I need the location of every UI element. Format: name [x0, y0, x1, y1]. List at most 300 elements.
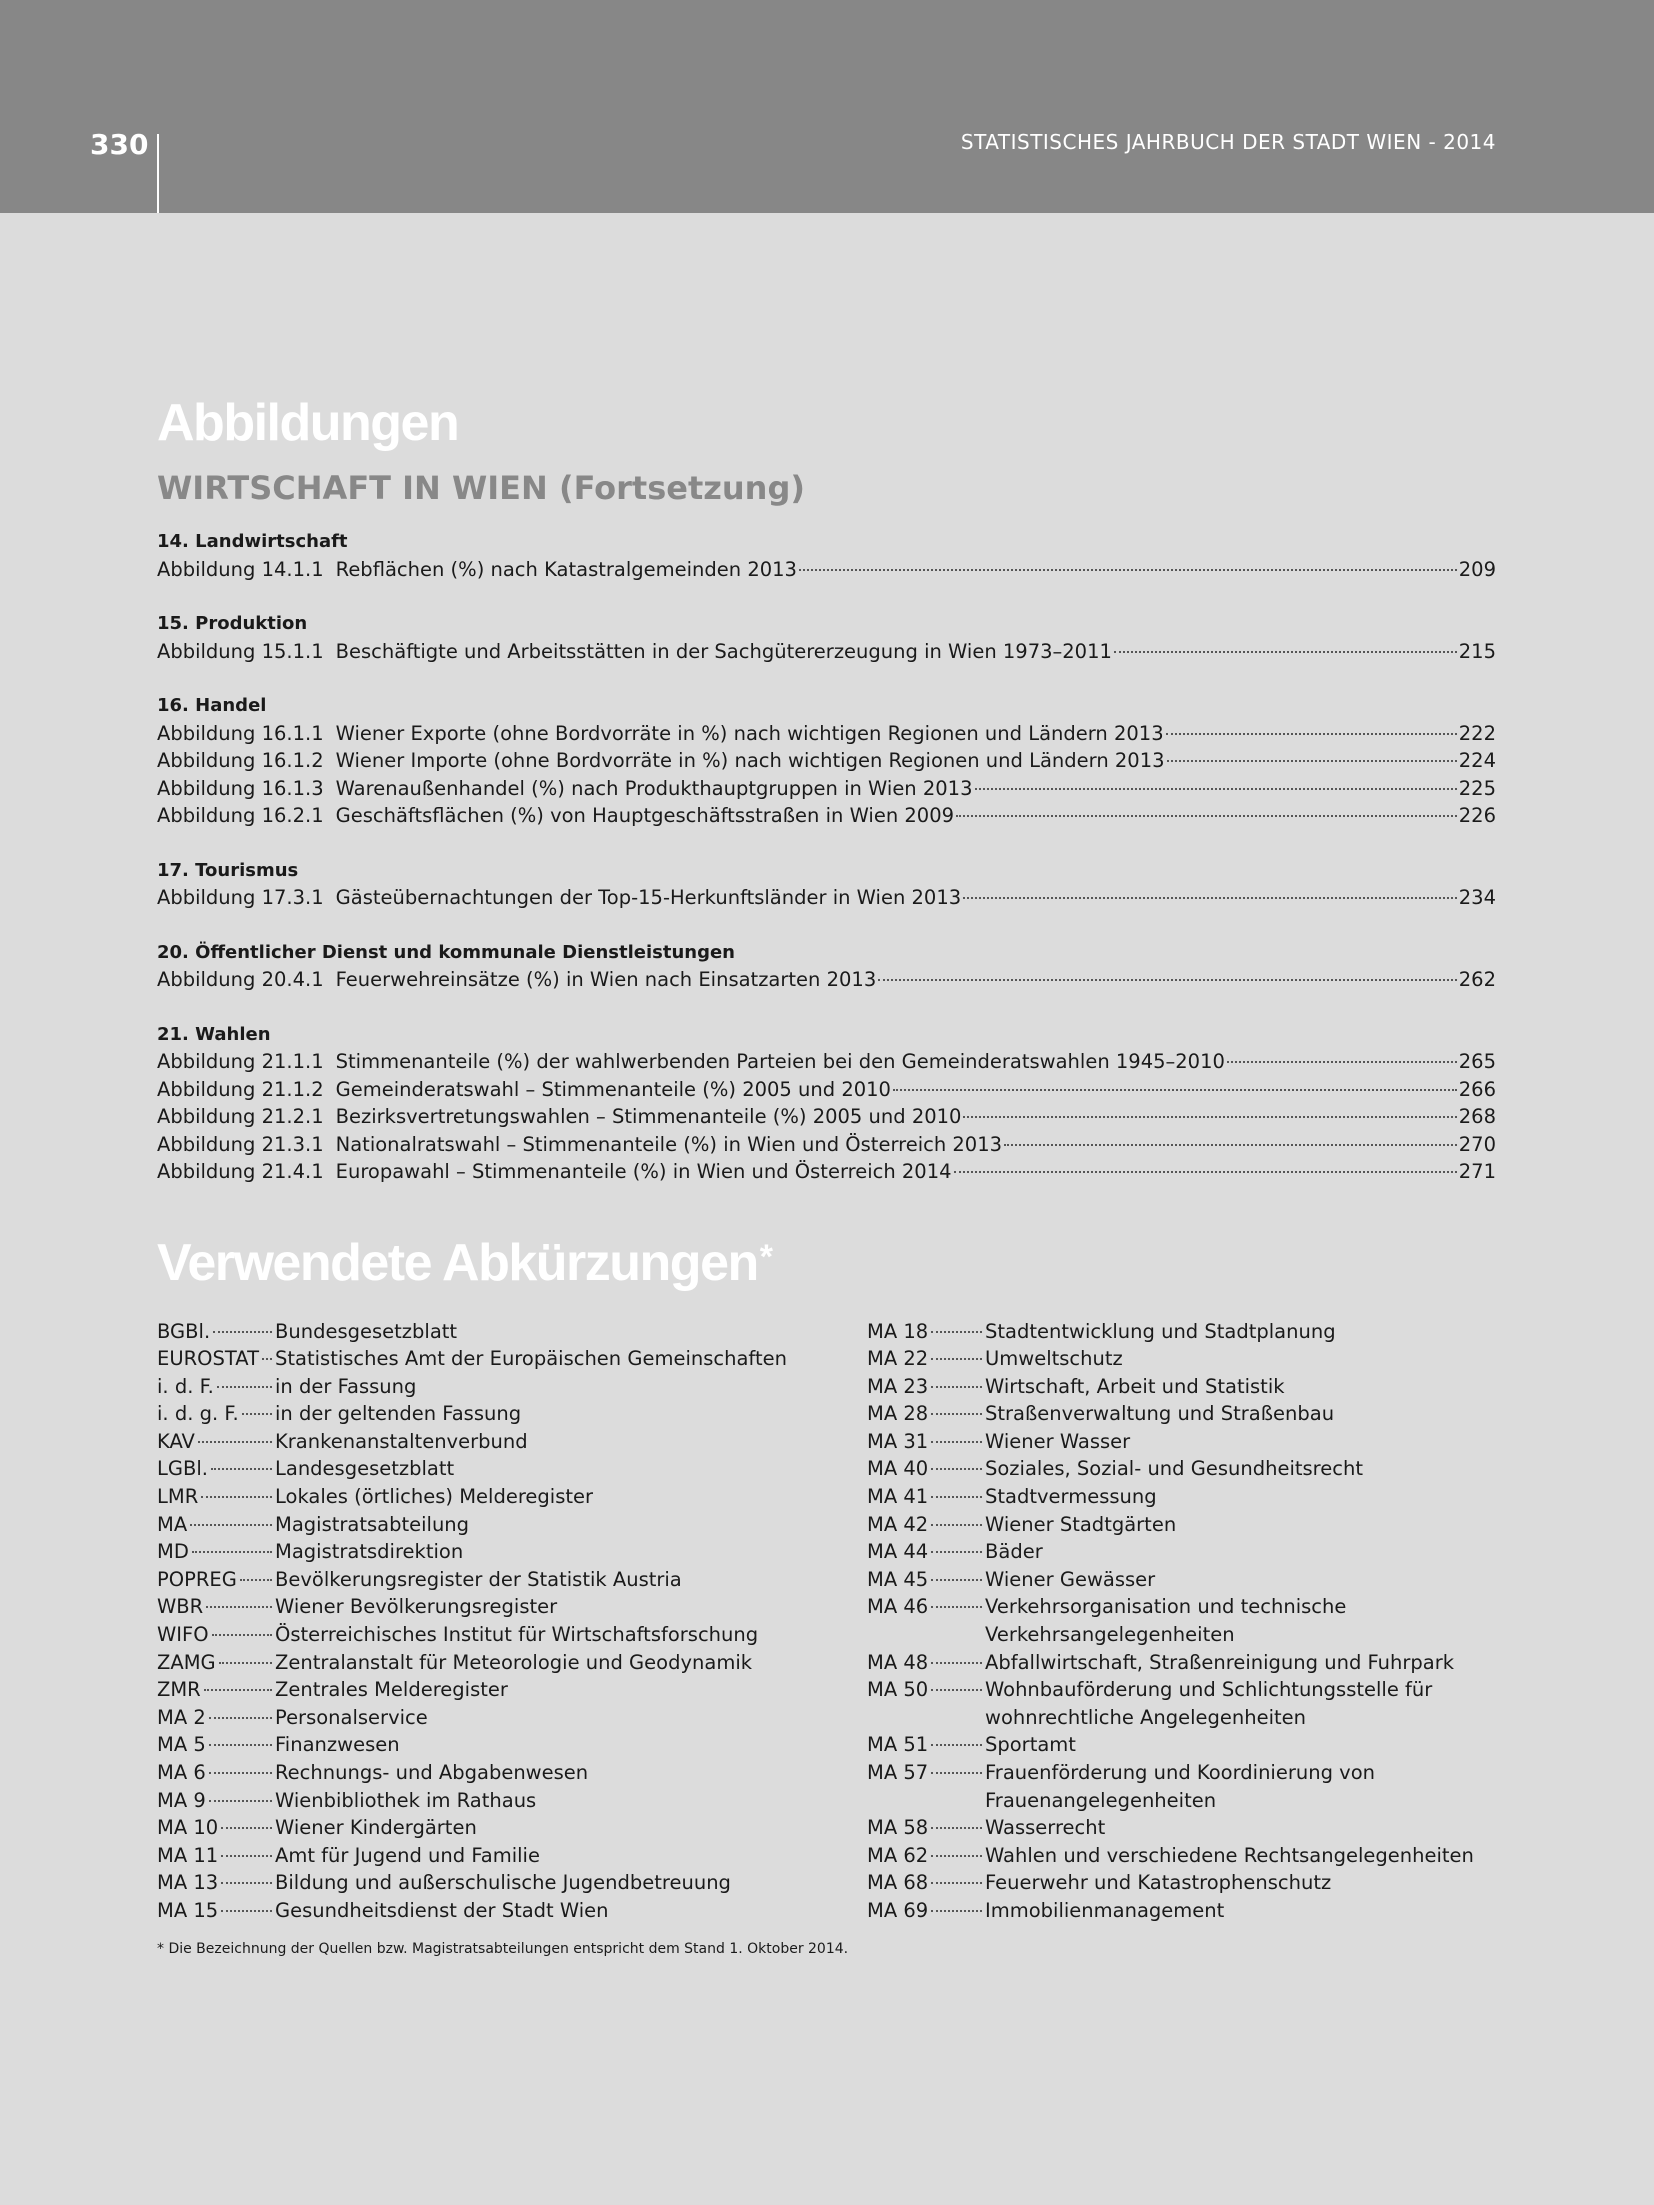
- dot-leader: [206, 1606, 272, 1608]
- abbreviation-row: [157, 1704, 867, 1732]
- abbreviation-row: [867, 1731, 1577, 1759]
- abbreviation-meaning: Straßenverwaltung und Straßenbau: [985, 1402, 1335, 1426]
- abbreviation-code: MA 6: [157, 1761, 206, 1784]
- abbreviation-meaning: Soziales, Sozial- und Gesundheitsrecht: [985, 1457, 1363, 1481]
- dot-leader: [931, 1910, 982, 1912]
- dot-leader: [221, 1855, 272, 1857]
- page-content: [157, 392, 1496, 1957]
- abbreviation-meaning: Sportamt: [985, 1733, 1076, 1757]
- abbreviation-key: [157, 1649, 275, 1677]
- abbreviation-key: [867, 1538, 985, 1566]
- abbreviation-key: [157, 1759, 275, 1787]
- dot-leader: [1114, 651, 1457, 653]
- dot-leader: [213, 1331, 272, 1333]
- figure-label: Abbildung 21.4.1: [157, 1160, 324, 1183]
- footnote: * Die Bezeichnung der Quellen bzw. Magistratsabteilungen entspricht dem Stand 1. Oktober 2014.: [157, 1940, 849, 1957]
- figure-entry: [157, 884, 1496, 912]
- abbreviation-code: MA 2: [157, 1705, 206, 1729]
- abbreviation-code: MA 69: [867, 1898, 929, 1922]
- abbreviation-meaning: Wirtschaft, Arbeit und Statistik: [985, 1374, 1285, 1398]
- figure-entry: [157, 556, 1496, 584]
- dot-leader: [931, 1496, 982, 1498]
- abbreviation-meaning: Finanzwesen: [275, 1733, 400, 1757]
- figure-title: Beschäftigte und Arbeitsstätten in der Sachgütererzeugung in Wien 1973–2011: [335, 639, 1112, 663]
- abbreviation-meaning: Magistratsabteilung: [275, 1512, 470, 1536]
- abbreviation-row: [867, 1593, 1577, 1621]
- dot-leader: [217, 1386, 272, 1388]
- figure-section: [157, 939, 1496, 994]
- section-title: 15. Produktion: [157, 613, 308, 634]
- dot-leader: [242, 1413, 272, 1415]
- dot-leader: [198, 1441, 272, 1443]
- abbreviation-row: [157, 1400, 867, 1428]
- abbreviation-row: [867, 1373, 1577, 1401]
- figure-title: Gemeinderatswahl – Stimmenanteile (%) 2005 und 2010: [335, 1077, 891, 1101]
- dot-leader: [204, 1689, 272, 1691]
- dot-leader: [201, 1496, 272, 1498]
- section-title: 20. Öffentlicher Dienst und kommunale Dienstleistungen: [157, 941, 735, 963]
- figure-label: Abbildung 15.1.1: [157, 639, 324, 663]
- abbreviation-key: [867, 1676, 985, 1704]
- abbreviation-row: [157, 1345, 867, 1373]
- abbreviation-row: [867, 1483, 1577, 1511]
- dot-leader: [975, 788, 1457, 790]
- abbreviation-row: [157, 1759, 867, 1787]
- abbreviation-key: [867, 1428, 985, 1456]
- abbreviation-meaning-continued: wohnrechtliche Angelegenheiten: [985, 1705, 1307, 1729]
- figure-section: [157, 692, 1496, 830]
- abbreviation-row: [157, 1538, 867, 1566]
- dot-leader: [219, 1662, 272, 1664]
- abbreviation-meaning: Zentralanstalt für Meteorologie und Geodynamik: [275, 1650, 753, 1674]
- abbreviation-code: LMR: [157, 1485, 199, 1509]
- abbreviation-row: [157, 1621, 867, 1649]
- abbreviation-code: MA 46: [867, 1595, 929, 1619]
- page-header: [0, 0, 1654, 213]
- abbreviation-key: [157, 1704, 275, 1732]
- dot-leader: [931, 1358, 982, 1360]
- abbreviation-row: [157, 1455, 867, 1483]
- abbreviation-key: [867, 1869, 985, 1897]
- abbreviation-key: [867, 1593, 985, 1621]
- abbreviation-code: EUROSTAT: [157, 1347, 260, 1371]
- abbreviation-key: [867, 1455, 985, 1483]
- abbreviation-row: [867, 1676, 1577, 1704]
- abbreviation-code: WIFO: [157, 1623, 209, 1647]
- abbreviation-code: MA 10: [157, 1816, 219, 1840]
- abbreviation-meaning: Wohnbauförderung und Schlichtungsstelle für: [985, 1678, 1433, 1702]
- section-title: 21. Wahlen: [157, 1023, 271, 1045]
- abbreviation-key: [157, 1621, 275, 1649]
- figure-page-number: 234: [1458, 886, 1496, 909]
- figure-title: Europawahl – Stimmenanteile (%) in Wien und Österreich 2014: [335, 1160, 952, 1183]
- dot-leader: [209, 1800, 272, 1802]
- abbreviation-code: MA 45: [867, 1567, 929, 1591]
- abbreviation-key: [157, 1373, 275, 1401]
- abbreviation-code: ZMR: [157, 1678, 201, 1702]
- abbreviation-key: [867, 1566, 985, 1594]
- figure-page-number: 209: [1458, 557, 1496, 581]
- abbreviation-code: MA 68: [867, 1871, 929, 1895]
- figure-page-number: 222: [1458, 721, 1496, 745]
- figure-label: Abbildung 16.1.1: [157, 721, 324, 745]
- figure-entry: [157, 1158, 1496, 1186]
- dot-leader: [931, 1772, 982, 1774]
- dot-leader: [931, 1855, 982, 1857]
- dot-leader: [262, 1358, 272, 1360]
- abbreviation-key: [157, 1483, 275, 1511]
- abbreviation-code: MA: [157, 1512, 188, 1536]
- abbreviation-key: [157, 1787, 275, 1815]
- abbreviation-row: [867, 1345, 1577, 1373]
- abbreviation-row: [157, 1731, 867, 1759]
- dot-leader: [1166, 733, 1457, 735]
- abbreviation-code: WBR: [157, 1595, 204, 1619]
- dot-leader: [1004, 1144, 1457, 1146]
- abbreviation-key: [157, 1842, 275, 1870]
- dot-leader: [931, 1827, 982, 1829]
- abbreviation-meaning: Wiener Wasser: [985, 1429, 1131, 1453]
- abbreviation-key: [157, 1897, 275, 1925]
- abbreviation-key: [157, 1538, 275, 1566]
- abbreviation-row: [157, 1373, 867, 1401]
- abbreviation-row: [157, 1593, 867, 1621]
- dot-leader: [211, 1468, 272, 1470]
- abbreviation-meaning: Immobilienmanagement: [985, 1898, 1225, 1922]
- abbreviation-row: [867, 1814, 1577, 1842]
- abbreviation-meaning: Frauenförderung und Koordinierung von: [985, 1761, 1375, 1784]
- dot-leader: [212, 1634, 272, 1636]
- abbreviation-meaning: Bundesgesetzblatt: [275, 1319, 458, 1343]
- figure-title: Geschäftsflächen (%) von Hauptgeschäftsstraßen in Wien 2009: [335, 804, 955, 827]
- abbreviation-key: [867, 1511, 985, 1539]
- abbreviation-key: [157, 1731, 275, 1759]
- abbreviation-key: [157, 1676, 275, 1704]
- dot-leader: [963, 1116, 1456, 1118]
- abbreviation-row: [867, 1649, 1577, 1677]
- figure-label: Abbildung 16.2.1: [157, 804, 324, 827]
- abbreviation-key: [157, 1593, 275, 1621]
- figure-page-number: 224: [1458, 749, 1496, 772]
- figure-title: Warenaußenhandel (%) nach Produkthauptgruppen in Wien 2013: [335, 776, 973, 800]
- dot-leader: [221, 1882, 272, 1884]
- abbreviation-meaning: in der Fassung: [275, 1374, 417, 1398]
- abbreviation-row-continued: [867, 1787, 1577, 1815]
- abbreviation-code: i. d. F.: [157, 1374, 214, 1398]
- abbreviation-meaning: Verkehrsorganisation und technische: [985, 1595, 1347, 1619]
- figure-page-number: 226: [1458, 804, 1496, 827]
- abbreviation-code: ZAMG: [157, 1650, 216, 1674]
- abbreviation-key: [867, 1345, 985, 1373]
- abbreviation-key: [867, 1649, 985, 1677]
- dot-leader: [209, 1717, 272, 1719]
- figures-list: [157, 528, 1496, 1186]
- abbreviation-meaning: Krankenanstaltenverbund: [275, 1429, 528, 1453]
- figure-title: Nationalratswahl – Stimmenanteile (%) in Wien und Österreich 2013: [335, 1132, 1003, 1156]
- abbreviation-key: [867, 1483, 985, 1511]
- page-number: 330: [90, 128, 149, 161]
- dot-leader: [192, 1551, 272, 1553]
- abbreviation-row: [157, 1787, 867, 1815]
- abbreviation-row: [157, 1483, 867, 1511]
- section-title: 16. Handel: [157, 695, 267, 716]
- dot-leader: [956, 815, 1457, 817]
- abbreviation-meaning: Wiener Stadtgärten: [985, 1512, 1177, 1536]
- abbreviation-code: MA 23: [867, 1374, 929, 1398]
- abbreviation-row: [867, 1400, 1577, 1428]
- dot-leader: [931, 1524, 982, 1526]
- dot-leader: [221, 1910, 272, 1912]
- abbreviation-meaning: Wiener Bevölkerungsregister: [275, 1595, 558, 1619]
- abbreviation-code: MA 42: [867, 1512, 929, 1536]
- dot-leader: [954, 1171, 1457, 1173]
- abbreviation-row-continued: [867, 1704, 1577, 1732]
- dot-leader: [931, 1579, 982, 1581]
- abbreviation-meaning: in der geltenden Fassung: [275, 1402, 522, 1426]
- figure-title: Wiener Exporte (ohne Bordvorräte in %) nach wichtigen Regionen und Ländern 2013: [335, 721, 1164, 745]
- abbreviation-meaning: Stadtentwicklung und Stadtplanung: [985, 1319, 1336, 1343]
- abbreviation-row: [157, 1511, 867, 1539]
- abbreviation-key: [157, 1511, 275, 1539]
- abbreviation-code: MA 62: [867, 1843, 929, 1867]
- abbreviation-meaning: Lokales (örtliches) Melderegister: [275, 1485, 594, 1509]
- abbreviation-meaning: Statistisches Amt der Europäischen Gemeinschaften: [275, 1347, 787, 1371]
- abbreviation-meaning-continued: Frauenangelegenheiten: [985, 1788, 1217, 1812]
- abbreviation-key: [867, 1842, 985, 1870]
- abbreviation-key: [867, 1373, 985, 1401]
- abbreviation-key: [867, 1897, 985, 1925]
- dot-leader: [799, 569, 1457, 571]
- abbreviation-meaning: Wiener Gewässer: [985, 1567, 1156, 1591]
- dot-leader: [931, 1689, 982, 1691]
- abbreviation-meaning: Bildung und außerschulische Jugendbetreuung: [275, 1871, 731, 1895]
- abbreviation-meaning: Wiener Kindergärten: [275, 1816, 477, 1840]
- dot-leader: [931, 1606, 982, 1608]
- dot-leader: [931, 1413, 982, 1415]
- figure-label: Abbildung 14.1.1: [157, 557, 324, 581]
- abbreviation-code: KAV: [157, 1429, 195, 1453]
- abbreviation-code: MA 22: [867, 1347, 929, 1371]
- abbreviation-row: [867, 1455, 1577, 1483]
- abbreviation-meaning: Gesundheitsdienst der Stadt Wien: [275, 1898, 609, 1922]
- abbreviation-meaning: Österreichisches Institut für Wirtschaftsforschung: [275, 1623, 759, 1647]
- dot-leader: [931, 1441, 982, 1443]
- figure-entry: [157, 1076, 1496, 1104]
- abbreviation-code: MA 41: [867, 1485, 929, 1509]
- figure-entry: [157, 966, 1496, 994]
- dot-leader: [190, 1524, 272, 1526]
- abbreviation-meaning: Bevölkerungsregister der Statistik Austria: [275, 1567, 682, 1591]
- abbreviation-row: [867, 1566, 1577, 1594]
- figure-entry: [157, 1048, 1496, 1076]
- figure-page-number: 265: [1458, 1050, 1496, 1073]
- figure-entry: [157, 775, 1496, 803]
- figure-entry: [157, 802, 1496, 830]
- figure-title: Feuerwehreinsätze (%) in Wien nach Einsatzarten 2013: [335, 968, 877, 991]
- abbreviation-key: [157, 1400, 275, 1428]
- abbreviation-key: [867, 1759, 985, 1787]
- abbreviation-row: [157, 1649, 867, 1677]
- figure-entry: [157, 1103, 1496, 1131]
- abbreviation-key: [867, 1814, 985, 1842]
- abbreviation-code: MA 58: [867, 1816, 929, 1840]
- figure-page-number: 225: [1458, 776, 1496, 800]
- abbreviation-meaning: Abfallwirtschaft, Straßenreinigung und Fuhrpark: [985, 1650, 1455, 1674]
- abbreviation-code: i. d. g. F.: [157, 1402, 239, 1426]
- abbreviation-meaning: Umweltschutz: [985, 1347, 1123, 1371]
- abbreviation-key: [867, 1731, 985, 1759]
- abbreviation-row: [867, 1511, 1577, 1539]
- abbreviation-code: MA 48: [867, 1650, 929, 1674]
- footnote-marker: *: [759, 1237, 772, 1276]
- dot-leader: [931, 1386, 982, 1388]
- abbreviation-code: MA 18: [867, 1319, 929, 1343]
- abbreviation-row: [157, 1566, 867, 1594]
- figure-label: Abbildung 21.1.2: [157, 1077, 324, 1101]
- dot-leader: [1227, 1061, 1457, 1063]
- dot-leader: [931, 1331, 982, 1333]
- abbreviation-row: [867, 1869, 1577, 1897]
- abbreviation-meaning: Bäder: [985, 1540, 1043, 1564]
- abbreviation-code: MA 15: [157, 1898, 219, 1922]
- figure-entry: [157, 638, 1496, 666]
- abbreviation-code: BGBl.: [157, 1319, 211, 1343]
- abbreviation-key: [157, 1566, 275, 1594]
- figure-title: Bezirksvertretungswahlen – Stimmenanteile (%) 2005 und 2010: [335, 1105, 962, 1128]
- abbreviation-key: [867, 1318, 985, 1346]
- abbreviation-code: MA 44: [867, 1540, 929, 1564]
- abbreviation-row-continued: [867, 1621, 1577, 1649]
- header-divider: [157, 134, 159, 213]
- figure-label: Abbildung 17.3.1: [157, 886, 324, 909]
- section-title: 17. Tourismus: [157, 859, 299, 881]
- dot-leader: [209, 1772, 272, 1774]
- figure-title: Rebflächen (%) nach Katastralgemeinden 2013: [335, 557, 797, 581]
- figure-entry: [157, 747, 1496, 775]
- abbreviation-code: MA 13: [157, 1871, 219, 1895]
- abbreviation-code: MA 28: [867, 1402, 929, 1426]
- figure-label: Abbildung 16.1.3: [157, 776, 324, 800]
- figure-label: Abbildung 21.2.1: [157, 1105, 324, 1128]
- abbreviation-code: MD: [157, 1540, 189, 1564]
- abbreviation-code: MA 57: [867, 1761, 929, 1784]
- abbreviation-row: [867, 1759, 1577, 1787]
- figure-page-number: 270: [1458, 1132, 1496, 1156]
- abbreviation-meaning: Feuerwehr und Katastrophenschutz: [985, 1871, 1332, 1895]
- figure-page-number: 262: [1458, 968, 1496, 991]
- figure-section: [157, 1021, 1496, 1186]
- figure-title: Gästeübernachtungen der Top-15-Herkunftsländer in Wien 2013: [335, 886, 962, 909]
- abbreviation-meaning: Personalservice: [275, 1705, 428, 1729]
- abbreviation-row: [157, 1842, 867, 1870]
- abbreviation-key: [867, 1400, 985, 1428]
- abbildungen-title: Abbildungen: [157, 394, 459, 452]
- abbreviations-table: [157, 1318, 1496, 1925]
- figure-label: Abbildung 21.1.1: [157, 1050, 324, 1073]
- abbreviation-meaning: Wahlen und verschiedene Rechtsangelegenheiten: [985, 1843, 1474, 1867]
- figure-page-number: 215: [1458, 639, 1496, 663]
- abkuerzungen-title-text: Verwendete Abkürzungen: [157, 1233, 758, 1292]
- abbreviation-code: POPREG: [157, 1567, 237, 1591]
- figure-label: Abbildung 21.3.1: [157, 1132, 324, 1156]
- abbreviation-code: MA 9: [157, 1788, 206, 1812]
- abbreviation-row: [157, 1676, 867, 1704]
- abbreviation-code: MA 31: [867, 1429, 929, 1453]
- dot-leader: [240, 1579, 272, 1581]
- figure-page-number: 271: [1458, 1160, 1496, 1183]
- dot-leader: [221, 1827, 272, 1829]
- abbreviation-code: MA 40: [867, 1457, 929, 1481]
- abbreviation-meaning: Wasserrecht: [985, 1816, 1106, 1840]
- abbreviation-row: [157, 1318, 867, 1346]
- abbreviations-left-column: [157, 1318, 867, 1925]
- figure-page-number: 266: [1458, 1077, 1496, 1101]
- abbreviation-meaning: Landesgesetzblatt: [275, 1457, 455, 1481]
- abbreviation-key: [157, 1318, 275, 1346]
- figure-section: [157, 857, 1496, 912]
- dot-leader: [963, 897, 1457, 899]
- figure-entry: [157, 1131, 1496, 1159]
- running-title: STATISTISCHES JAHRBUCH DER STADT WIEN - 2014: [960, 130, 1496, 154]
- abbreviation-row: [867, 1538, 1577, 1566]
- abbreviation-meaning: Rechnungs- und Abgabenwesen: [275, 1761, 589, 1784]
- figure-section: [157, 610, 1496, 665]
- abbreviation-key: [157, 1814, 275, 1842]
- figure-label: Abbildung 16.1.2: [157, 749, 324, 772]
- figure-label: Abbildung 20.4.1: [157, 968, 324, 991]
- dot-leader: [878, 979, 1457, 981]
- abkuerzungen-title: [157, 1232, 1496, 1294]
- figure-title: Wiener Importe (ohne Bordvorräte in %) nach wichtigen Regionen und Ländern 2013: [335, 749, 1165, 772]
- dot-leader: [931, 1468, 982, 1470]
- abbreviation-code: MA 51: [867, 1733, 929, 1757]
- dot-leader: [893, 1089, 1457, 1091]
- abbreviation-code: LGBl.: [157, 1457, 208, 1481]
- figure-page-number: 268: [1458, 1105, 1496, 1128]
- abbreviation-meaning: Zentrales Melderegister: [275, 1678, 508, 1702]
- abbreviation-row: [157, 1897, 867, 1925]
- dot-leader: [209, 1744, 272, 1746]
- abbreviation-row: [157, 1428, 867, 1456]
- abbreviation-key: [157, 1869, 275, 1897]
- abbreviation-code: MA 50: [867, 1678, 929, 1702]
- dot-leader: [931, 1551, 982, 1553]
- abbreviation-meaning: Amt für Jugend und Familie: [275, 1843, 540, 1867]
- dot-leader: [931, 1662, 982, 1664]
- abbreviation-key: [157, 1345, 275, 1373]
- dot-leader: [1167, 760, 1457, 762]
- abbreviation-meaning: Stadtvermessung: [985, 1485, 1157, 1509]
- abbreviation-row: [867, 1428, 1577, 1456]
- abbreviation-key: [157, 1428, 275, 1456]
- abbreviation-row: [867, 1842, 1577, 1870]
- abbildungen-subtitle: WIRTSCHAFT IN WIEN (Fortsetzung): [157, 469, 805, 507]
- abbreviation-meaning: Magistratsdirektion: [275, 1540, 464, 1564]
- figure-entry: [157, 720, 1496, 748]
- abbreviation-meaning-continued: Verkehrsangelegenheiten: [985, 1623, 1235, 1647]
- abbreviation-code: MA 5: [157, 1733, 206, 1757]
- abbreviation-row: [157, 1814, 867, 1842]
- abbreviation-key: [157, 1455, 275, 1483]
- abbreviations-right-column: [867, 1318, 1577, 1925]
- figure-title: Stimmenanteile (%) der wahlwerbenden Parteien bei den Gemeinderatswahlen 1945–2010: [335, 1050, 1225, 1073]
- section-title: 14. Landwirtschaft: [157, 531, 348, 552]
- abbreviation-code: MA 11: [157, 1843, 219, 1867]
- abbreviation-meaning: Wienbibliothek im Rathaus: [275, 1788, 537, 1812]
- abbreviation-row: [867, 1897, 1577, 1925]
- dot-leader: [931, 1882, 982, 1884]
- abbreviation-row: [157, 1869, 867, 1897]
